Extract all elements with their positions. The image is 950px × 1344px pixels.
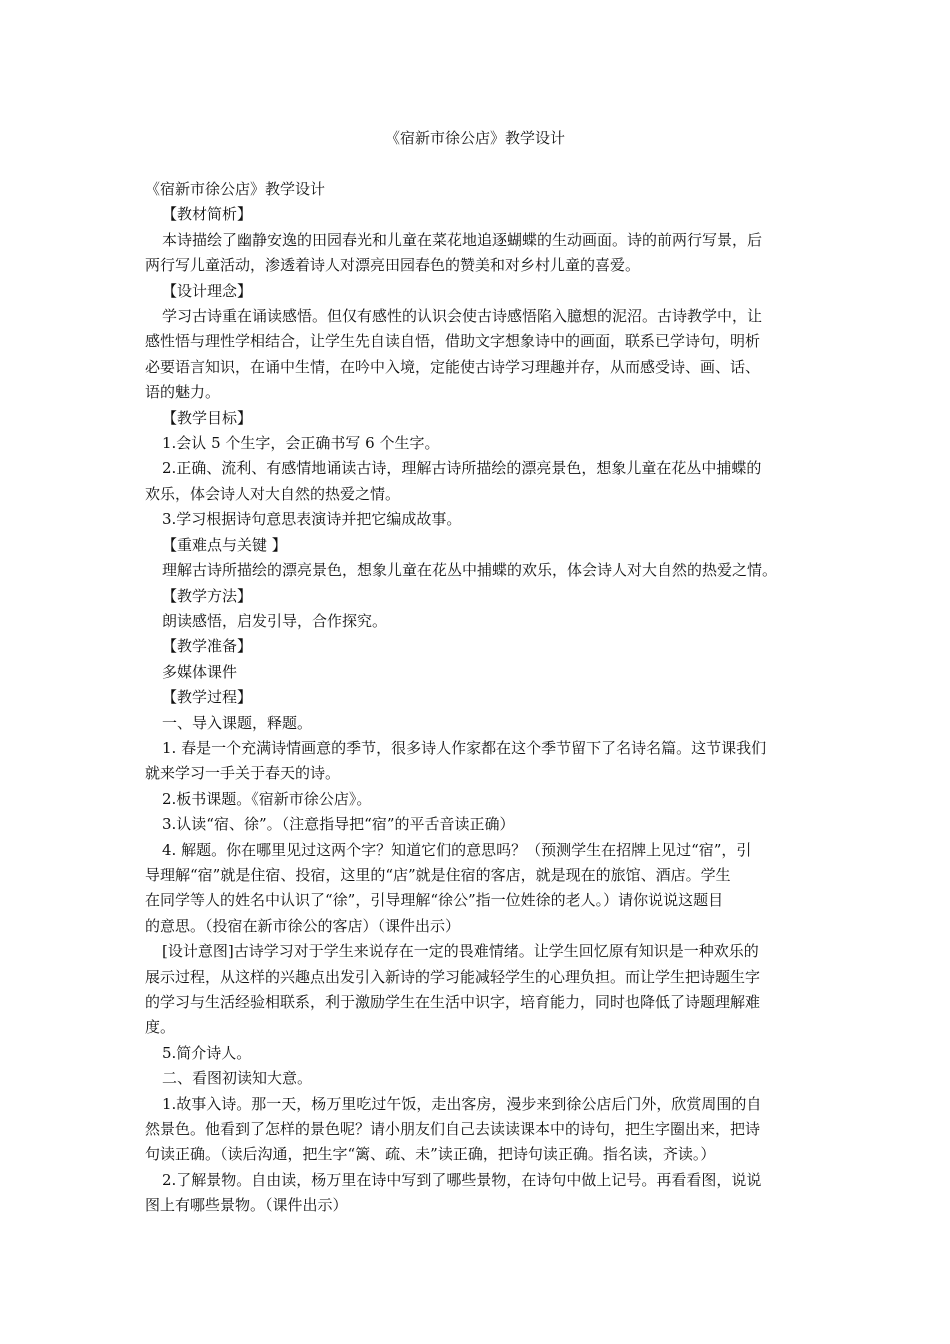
text-line: 在同学等人的姓名中认识了“徐”，引导理解“徐公”指一位姓徐的老人。）请你说说这题目 — [145, 891, 724, 910]
text-line: 2.板书课题。《宿新市徐公店》。 — [162, 789, 372, 808]
text-line: 就来学习一手关于春天的诗。 — [145, 764, 341, 783]
text-line: 感性悟与理性学相结合，让学生先自读自悟，借助文字想象诗中的画面，联系已学诗句，明析 — [145, 332, 761, 351]
text-line: 语的魅力。 — [145, 383, 221, 402]
text-line: 两行写儿童活动，渗透着诗人对漂亮田园春色的赞美和对乡村儿童的喜爱。 — [145, 256, 641, 275]
document-title: 《宿新市徐公店》教学设计 — [384, 129, 565, 147]
text-line: 2.了解景物。自由读，杨万里在诗中写到了哪些景物，在诗句中做上记号。再看看图，说说 — [162, 1170, 762, 1189]
text-line: 5.简介诗人。 — [162, 1043, 252, 1062]
text-line: 二、看图初读知大意。 — [162, 1069, 313, 1088]
text-line: 本诗描绘了幽静安逸的田园春光和儿童在菜花地追逐蝴蝶的生动画面。诗的前两行写景，后 — [162, 230, 763, 249]
text-line: 1.会认 5 个生字，会正确书写 6 个生字。 — [162, 434, 440, 453]
text-line: 欢乐，体会诗人对大自然的热爱之情。 — [145, 484, 401, 503]
text-line: 学习古诗重在诵读感悟。但仅有感性的认识会使古诗感悟陷入臆想的泥沼。古诗教学中，让 — [162, 307, 763, 326]
section-heading: 【教材简析】 — [162, 205, 253, 224]
text-line: 1.故事入诗。那一天，杨万里吃过午饭，走出客房，漫步来到徐公店后门外，欣赏周围的自 — [162, 1094, 762, 1113]
text-line: 朗读感悟，启发引导，合作探究。 — [162, 611, 388, 630]
text-line: 度。 — [145, 1018, 176, 1037]
text-line: 句读正确。（读后沟通，把生字“篱、疏、未”读正确，把诗句读正确。指名读，齐读。） — [145, 1145, 716, 1164]
text-line: 1. 春是一个充满诗情画意的季节，很多诗人作家都在这个季节留下了名诗名篇。这节课我们 — [162, 738, 767, 757]
text-line: 3.学习根据诗句意思表演诗并把它编成故事。 — [162, 510, 462, 529]
text-line: 《宿新市徐公店》教学设计 — [145, 180, 326, 198]
text-line: [设计意图]古诗学习对于学生来说存在一定的畏难情绪。让学生回忆原有知识是一种欢乐的 — [162, 942, 759, 961]
section-heading: 【教学方法】 — [162, 586, 253, 605]
text-line: 然景色。他看到了怎样的景色呢？请小朋友们自己去读读课本中的诗句，把生字圈出来，把诗 — [145, 1120, 761, 1139]
text-line: 一、导入课题，释题。 — [162, 713, 313, 732]
text-line: 3.认读“宿、徐”。（注意指导把“宿”的平舌音读正确） — [162, 815, 515, 834]
text-line: 2.正确、流利、有感情地诵读古诗，理解古诗所描绘的漂亮景色，想象儿童在花丛中捕蝶的 — [162, 459, 762, 478]
text-line: 导理解“宿”就是住宿、投宿，这里的“店”就是住宿的客店，就是现在的旅馆、酒店。学生 — [145, 865, 731, 884]
document-body — [145, 177, 810, 1219]
text-line: 展示过程，从这样的兴趣点出发引入新诗的学习能减轻学生的心理负担。而让学生把诗题生字 — [145, 967, 761, 986]
section-heading: 【教学目标】 — [162, 408, 253, 427]
text-line: 理解古诗所描绘的漂亮景色，想象儿童在花丛中捕蝶的欢乐，体会诗人对大自然的热爱之情。 — [162, 561, 778, 580]
text-line: 4. 解题。你在哪里见过这两个字？知道它们的意思吗？（预测学生在招牌上见过“宿”，引 — [162, 840, 752, 859]
section-heading: 【重难点与关键 】 — [162, 535, 287, 554]
text-line: 的意思。（投宿在新市徐公的客店）（课件出示） — [145, 916, 461, 935]
section-heading: 【设计理念】 — [162, 281, 253, 300]
section-heading: 【教学过程】 — [162, 688, 253, 707]
text-line: 必要语言知识，在诵中生情，在吟中入境，定能使古诗学习理趣并存，从而感受诗、画、话、 — [145, 357, 761, 376]
text-line: 图上有哪些景物。（课件出示） — [145, 1196, 348, 1215]
section-heading: 【教学准备】 — [162, 637, 253, 656]
text-line: 多媒体课件 — [162, 662, 238, 681]
text-line: 的学习与生活经验相联系，利于激励学生在生活中识字，培育能力，同时也降低了诗题理解难 — [145, 993, 761, 1011]
